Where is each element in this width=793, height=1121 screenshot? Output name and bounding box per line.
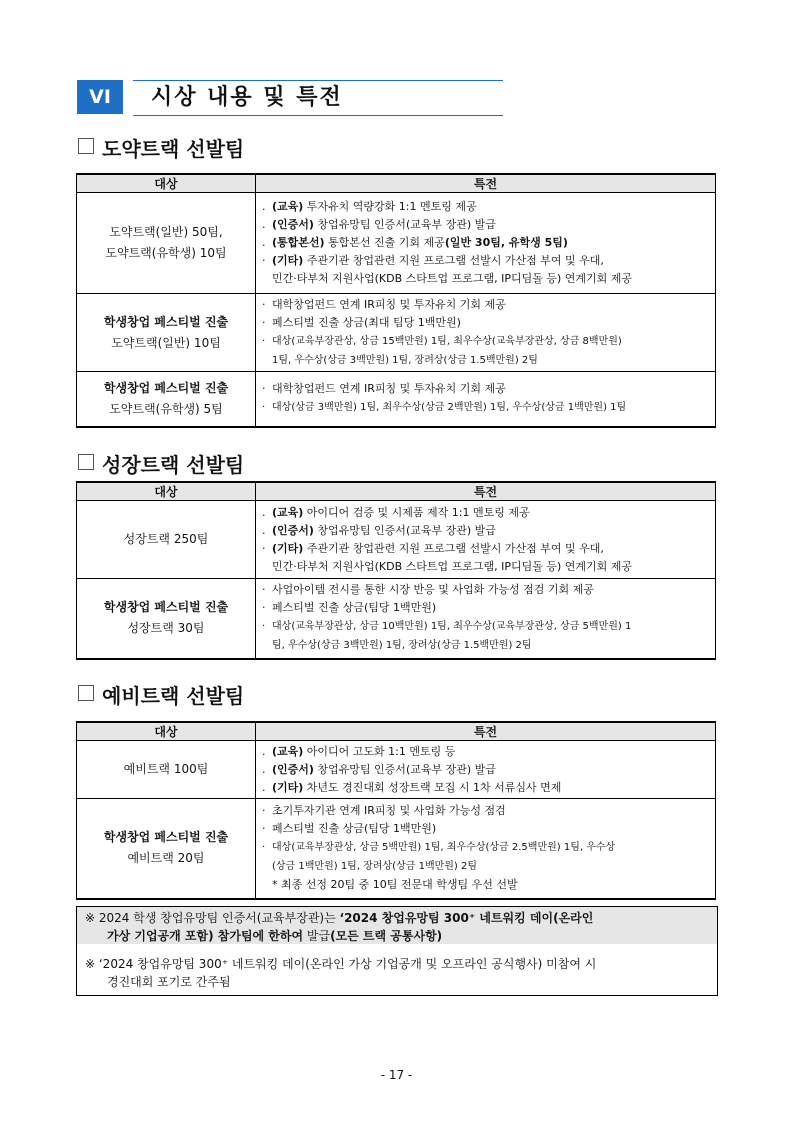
list-item: · 대학창업펀드 연계 IR피칭 및 투자유치 기회 제공 xyxy=(262,382,506,396)
benefit-cell xyxy=(256,372,716,427)
footnote-item: * 최종 선정 20팀 중 10팀 전문대 학생팀 우선 선발 xyxy=(272,878,518,892)
header-target: 대상 xyxy=(77,722,256,741)
list-item: . (기타) 차년도 경진대회 성장트랙 모집 시 1차 서류심사 면제 xyxy=(262,780,562,794)
checkbox-square-icon xyxy=(78,685,94,701)
section-heading-leap: 도약트랙 선발팀 xyxy=(76,133,262,157)
benefit-cell xyxy=(256,579,716,659)
target-cell: 예비트랙 100팀 xyxy=(77,741,256,799)
list-item: · 페스티벌 진출 상금(팀당 1백만원) xyxy=(262,822,437,836)
target-cell: 학생창업 페스티벌 진출 예비트랙 20팀 xyxy=(77,799,256,899)
list-item: . (인증서) 창업유망팀 인증서(교육부 장관) 발급 xyxy=(262,218,496,231)
header-target: 대상 xyxy=(77,482,256,501)
checkbox-square-icon xyxy=(78,138,94,154)
table-row xyxy=(77,372,716,427)
list-item: . (인증서) 창업유망팀 인증서(교육부 장관) 발급 xyxy=(262,762,496,776)
section-heading-growth: 성장트랙 선발팀 xyxy=(76,449,262,473)
notice-line-1: ※ 2024 학생 창업유망팀 인증서(교육부장관)는 ‘2024 창업유망팀 300⁺ 네트워킹 데이(온라인 가상 기업공개 포함) 참가팀에 한하여 발급(모든 트랙 공통사항) xyxy=(85,911,594,943)
list-item-continued: (상금 1백만원) 1팀, 장려상(상금 1백만원) 2팀 xyxy=(272,861,478,873)
list-item: · 페스티벌 진출 상금(최대 팀당 1백만원) xyxy=(262,315,461,329)
header-benefit: 특전 xyxy=(256,174,716,193)
benefit-cell xyxy=(256,193,716,294)
table-row xyxy=(77,294,716,372)
list-item-continued: 1팀, 우수상(상금 3백만원) 1팀, 장려상(상금 1.5백만원) 2팀 xyxy=(272,354,538,366)
list-item: · 초기투자기관 연계 IR피칭 및 사업화 가능성 점검 xyxy=(262,804,506,818)
table-row xyxy=(77,799,716,899)
list-item-continued: 민간·타부처 지원사업(KDB 스타트업 프로그램, IP디딤돌 등) 연계기회 제공 xyxy=(272,559,633,573)
header-benefit: 특전 xyxy=(256,482,716,501)
growth-track-table xyxy=(76,481,716,660)
section-heading-preliminary: 예비트랙 선발팀 xyxy=(76,680,262,704)
list-item: · 페스티벌 진출 상금(팀당 1백만원) xyxy=(262,601,437,615)
list-item: . (통합본선) 통합본선 진출 기회 제공(일반 30팀, 유학생 5팀) xyxy=(262,236,568,249)
list-item: · 대상(상금 3백만원) 1팀, 최우수상(상금 2백만원) 1팀, 우수상(상금 1백만원) 1팀 xyxy=(262,402,627,414)
target-cell: 학생창업 페스티벌 진출 도약트랙(유학생) 5팀 xyxy=(77,372,256,427)
list-item: . (교육) 아이디어 검증 및 시제품 제작 1:1 멘토링 제공 xyxy=(262,505,530,519)
table-row xyxy=(77,193,716,294)
benefit-cell xyxy=(256,799,716,899)
page-number: - 17 - xyxy=(380,1068,413,1082)
list-item: . (교육) 투자유치 역량강화 1:1 멘토링 제공 xyxy=(262,200,477,213)
table-row xyxy=(77,579,716,659)
target-cell: 성장트랙 250팀 xyxy=(77,501,256,579)
list-item: · 대학창업펀드 연계 IR피칭 및 투자유치 기회 제공 xyxy=(262,297,506,311)
chapter-number: VI xyxy=(77,80,123,114)
list-item: · 사업아이템 전시를 통한 시장 반응 및 사업화 가능성 점검 기회 제공 xyxy=(262,583,594,597)
target-cell: 도약트랙(일반) 50팀, 도약트랙(유학생) 10팀 xyxy=(77,193,256,294)
list-item-continued: 팀, 우수상(상금 3백만원) 1팀, 장려상(상금 1.5백만원) 2팀 xyxy=(272,640,532,652)
list-item-continued: 민간·타부처 지원사업(KDB 스타트업 프로그램, IP디딤돌 등) 연계기회 제공 xyxy=(272,272,633,285)
list-item: · (기타) 주관기관 창업관련 지원 프로그램 선발시 가산점 부여 및 우대, xyxy=(262,254,604,267)
benefit-cell xyxy=(256,501,716,579)
header-benefit: 특전 xyxy=(256,722,716,741)
list-item: . (인증서) 창업유망팀 인증서(교육부 장관) 발급 xyxy=(262,523,496,537)
benefit-cell xyxy=(256,294,716,372)
chapter-title: 시상 내용 및 특전 xyxy=(133,80,503,116)
list-item: · 대상(교육부장관상, 상금 10백만원) 1팀, 최우수상(교육부장관상, 상금 5백만원) 1 xyxy=(262,621,632,633)
list-item: . (교육) 아이디어 고도화 1:1 멘토링 등 xyxy=(262,744,456,758)
notice-box xyxy=(76,906,718,996)
target-cell: 학생창업 페스티벌 진출 도약트랙(일반) 10팀 xyxy=(77,294,256,372)
chapter-heading xyxy=(77,80,503,114)
list-item: · (기타) 주관기관 창업관련 지원 프로그램 선발시 가산점 부여 및 우대, xyxy=(262,541,604,555)
benefit-cell xyxy=(256,741,716,799)
notice-line-2: ※ ‘2024 창업유망팀 300⁺ 네트워킹 데이(온라인 가상 기업공개 및 오프라인 공식행사) 미참여 시 경진대회 포기로 간주됨 xyxy=(85,957,597,989)
target-cell: 학생창업 페스티벌 진출 성장트랙 30팀 xyxy=(77,579,256,659)
table-row xyxy=(77,501,716,579)
header-target: 대상 xyxy=(77,174,256,193)
table-row xyxy=(77,741,716,799)
checkbox-square-icon xyxy=(78,454,94,470)
preliminary-track-table xyxy=(76,721,716,900)
list-item: · 대상(교육부장관상, 상금 5백만원) 1팀, 최우수상(상금 2.5백만원) 1팀, 우수상 xyxy=(262,842,616,854)
leap-track-table xyxy=(76,173,716,428)
list-item: · 대상(교육부장관상, 상금 15백만원) 1팀, 최우수상(교육부장관상, 상금 8백만원) xyxy=(262,335,622,347)
